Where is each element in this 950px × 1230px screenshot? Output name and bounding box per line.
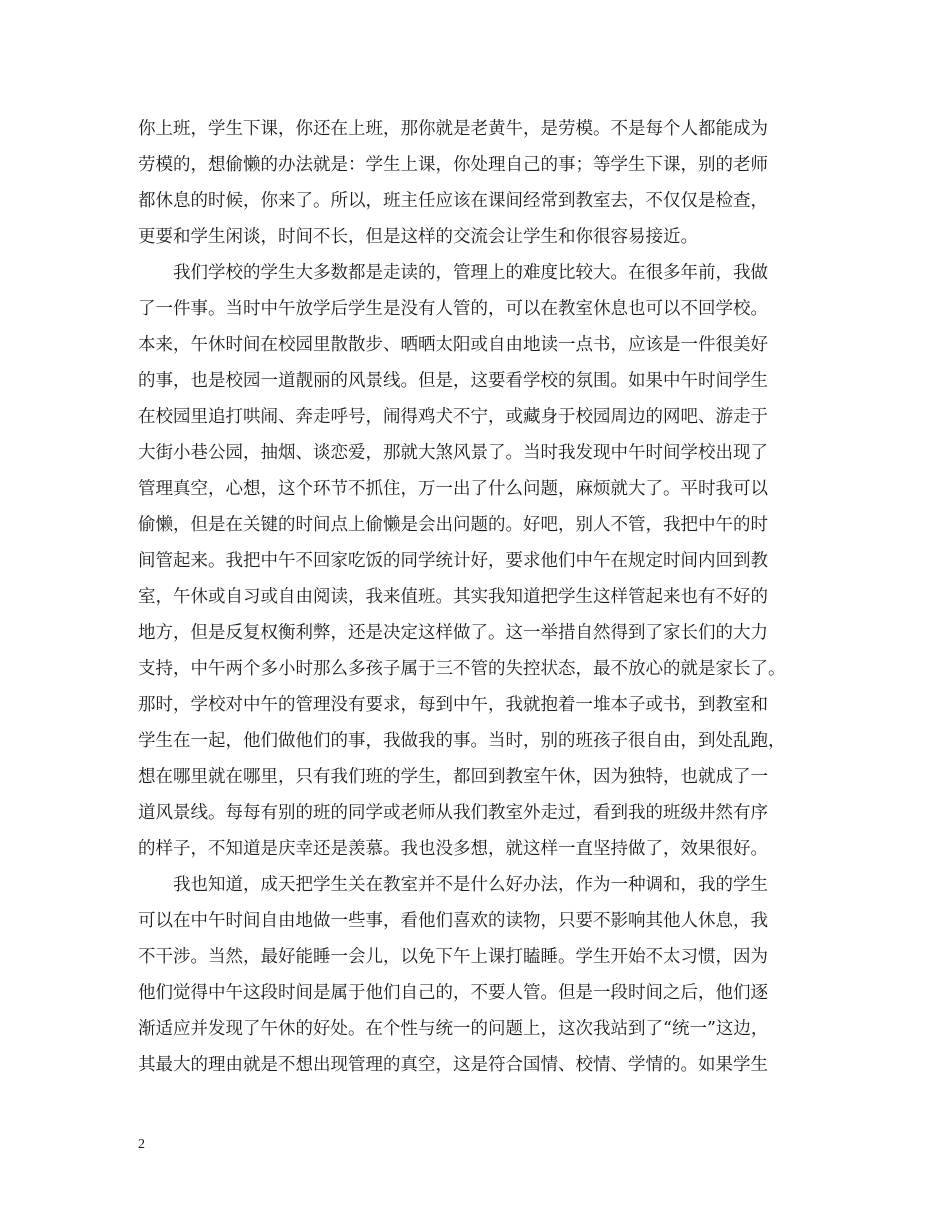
text-line: 可以在中午时间自由地做一些事，看他们喜欢的读物，只要不影响其他人休息，我 [138, 911, 768, 931]
text-line: 大街小巷公园，抽烟、谈恋爱，那就大煞风景了。当时我发现中午时间学校出现了 [138, 443, 768, 463]
text-line: 不干涉。当然，最好能睡一会儿，以免下午上课打瞌睡。学生开始不太习惯，因为 [138, 947, 768, 967]
text-line: 支持，中午两个多小时那么多孩子属于三不管的失控状态，最不放心的就是家长了。 [138, 659, 786, 679]
text-line: 劳模的，想偷懒的办法就是：学生上课，你处理自己的事；等学生下课，别的老师 [138, 155, 768, 175]
text-line: 我也知道，成天把学生关在教室并不是什么好办法，作为一种调和，我的学生 [138, 875, 768, 895]
text-line: 我们学校的学生大多数都是走读的，管理上的难度比较大。在很多年前，我做 [138, 263, 768, 283]
text-line: 的样子，不知道是庆幸还是羡慕。我也没多想，就这样一直坚持做了，效果很好。 [138, 839, 768, 859]
text-line: 间管起来。我把中午不回家吃饭的同学统计好，要求他们中午在规定时间内回到教 [138, 551, 768, 571]
text-line: 想在哪里就在哪里，只有我们班的学生，都回到教室午休，因为独特，也就成了一 [138, 767, 768, 787]
text-line: 道风景线。每每有别的班的同学或老师从我们教室外走过，看到我的班级井然有序 [138, 803, 768, 823]
text-line: 你上班，学生下课，你还在上班，那你就是老黄牛，是劳模。不是每个人都能成为 [138, 119, 768, 139]
text-line: 偷懒，但是在关键的时间点上偷懒是会出问题的。好吧，别人不管，我把中午的时 [138, 515, 768, 535]
text-line: 的事，也是校园一道靓丽的风景线。但是，这要看学校的氛围。如果中午时间学生 [138, 371, 768, 391]
text-line: 管理真空，心想，这个环节不抓住，万一出了什么问题，麻烦就大了。平时我可以 [138, 479, 768, 499]
text-line: 学生在一起，他们做他们的事，我做我的事。当时，别的班孩子很自由，到处乱跑， [138, 731, 786, 751]
text-line: 渐适应并发现了午休的好处。在个性与统一的问题上，这次我站到了“统一”这边， [138, 1019, 769, 1039]
text-line: 地方，但是反复权衡利弊，还是决定这样做了。这一举措自然得到了家长们的大力 [138, 623, 768, 643]
text-line: 他们觉得中午这段时间是属于他们自己的，不要人管。但是一段时间之后，他们逐 [138, 983, 768, 1003]
text-line: 都休息的时候，你来了。所以，班主任应该在课间经常到教室去，不仅仅是检查， [138, 191, 768, 211]
page-number: 2 [138, 1137, 145, 1152]
text-line: 本来，午休时间在校园里散散步、晒晒太阳或自由地读一点书，应该是一件很美好 [138, 335, 768, 355]
text-line: 那时，学校对中午的管理没有要求，每到中午，我就抱着一堆本子或书，到教室和 [138, 695, 768, 715]
text-line: 更要和学生闲谈，时间不长，但是这样的交流会让学生和你很容易接近。 [138, 227, 698, 247]
text-line: 室，午休或自习或自由阅读，我来值班。其实我知道把学生这样管起来也有不好的 [138, 587, 768, 607]
text-line: 其最大的理由就是不想出现管理的真空，这是符合国情、校情、学情的。如果学生 [138, 1055, 768, 1075]
text-line: 在校园里追打哄闹、奔走呼号，闹得鸡犬不宁，或藏身于校园周边的网吧、游走于 [138, 407, 768, 427]
text-line: 了一件事。当时中午放学后学生是没有人管的，可以在教室休息也可以不回学校。 [138, 299, 768, 319]
